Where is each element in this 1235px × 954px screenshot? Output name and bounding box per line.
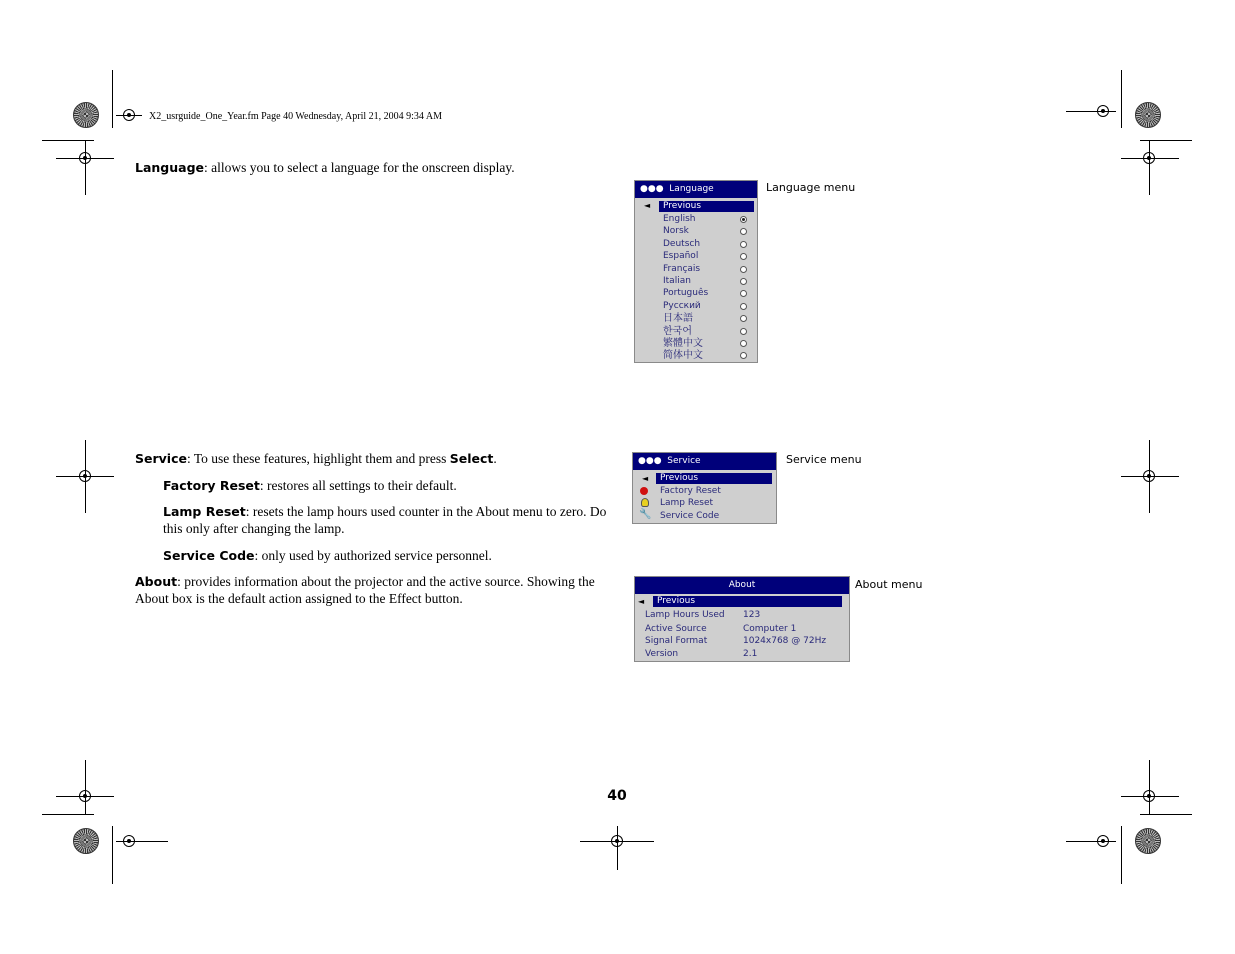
language-description — [135, 159, 595, 176]
radio-button-icon[interactable] — [740, 228, 747, 235]
menu-dots-icon: ●●● — [638, 456, 662, 466]
about-menu-previous[interactable]: Previous — [653, 596, 842, 607]
about-description — [135, 573, 605, 607]
language-option[interactable]: 日本語 — [663, 313, 693, 325]
color-rosette-icon — [73, 102, 99, 128]
lamp-reset-term: Lamp Reset — [163, 504, 246, 519]
language-option[interactable]: Italian — [663, 276, 691, 286]
radio-button-icon[interactable] — [740, 241, 747, 248]
registration-mark-icon — [123, 835, 135, 847]
radio-button-icon[interactable] — [740, 315, 747, 322]
language-term: Language — [135, 160, 205, 175]
radio-button-icon[interactable] — [740, 303, 747, 310]
color-rosette-icon — [1135, 828, 1161, 854]
service-menu-caption: Service menu — [786, 453, 862, 466]
color-rosette-icon — [1135, 102, 1161, 128]
language-option[interactable]: English — [663, 214, 696, 224]
registration-mark-icon — [123, 109, 135, 121]
lightbulb-icon — [641, 498, 649, 507]
service-menu-lamp-reset[interactable]: Lamp Reset — [660, 498, 714, 508]
about-row-label: Lamp Hours Used — [645, 610, 725, 620]
about-row-value: 2.1 — [743, 649, 758, 659]
color-rosette-icon — [73, 828, 99, 854]
radio-button-icon[interactable] — [740, 278, 747, 285]
back-arrow-icon: ◄ — [638, 597, 645, 606]
language-text: : allows you to select a language for the onscreen display. — [204, 160, 515, 175]
language-option[interactable]: Deutsch — [663, 238, 701, 249]
service-text-end: . — [493, 451, 497, 466]
service-code-text: : only used by authorized service personnel. — [254, 548, 492, 563]
registration-mark-icon — [1097, 835, 1109, 847]
page-header: X2_usrguide_One_Year.fm Page 40 Wednesday, April 21, 2004 9:34 AM — [149, 111, 442, 122]
service-term: Service — [135, 451, 187, 466]
service-description — [135, 450, 605, 467]
radio-button-icon[interactable] — [740, 340, 747, 347]
about-row-value: 123 — [743, 610, 761, 620]
registration-mark-icon — [1143, 470, 1155, 482]
service-menu-title-text: Service — [667, 456, 701, 466]
language-option[interactable]: 繁體中文 — [663, 338, 703, 349]
language-menu — [634, 180, 758, 363]
language-option[interactable]: Norsk — [663, 226, 689, 237]
service-text: : To use these features, highlight them and press — [186, 451, 450, 466]
language-option[interactable]: 한국어 — [663, 325, 692, 337]
lamp-reset-text: : resets the lamp hours used counter in the About menu to zero. Do this only after changing the lamp. — [163, 504, 607, 536]
about-term: About — [135, 574, 178, 589]
radio-button-icon[interactable] — [740, 216, 747, 223]
registration-mark-icon — [1143, 790, 1155, 802]
language-option[interactable]: Русский — [663, 300, 701, 311]
language-menu-title-text: Language — [669, 184, 714, 194]
about-row-label: Active Source — [645, 624, 707, 634]
about-menu-caption: About menu — [855, 578, 923, 591]
language-menu-previous[interactable]: Previous — [659, 201, 754, 212]
radio-button-icon[interactable] — [740, 266, 747, 273]
about-row-label: Signal Format — [645, 636, 708, 646]
language-option[interactable]: Português — [663, 288, 709, 299]
registration-mark-icon — [79, 470, 91, 482]
language-option[interactable]: Français — [663, 263, 701, 274]
service-code-description — [163, 547, 603, 564]
about-row-value: 1024x768 @ 72Hz — [743, 636, 827, 646]
wrench-icon: 🔧 — [639, 509, 652, 520]
about-row-label: Version — [645, 649, 679, 659]
reset-dot-icon — [640, 487, 648, 495]
service-menu-factory-reset[interactable]: Factory Reset — [660, 486, 721, 496]
about-row-value: Computer 1 — [743, 624, 797, 634]
language-option[interactable]: Español — [663, 251, 699, 262]
factory-reset-description — [163, 477, 603, 494]
about-text: : provides information about the projector and the active source. Showing the About box is the default action assigned to the Effect button. — [135, 574, 595, 606]
factory-reset-text: : restores all settings to their default. — [259, 478, 457, 493]
service-menu-previous[interactable]: Previous — [656, 473, 772, 484]
service-menu-service-code[interactable]: Service Code — [660, 511, 720, 521]
factory-reset-term: Factory Reset — [163, 478, 260, 493]
language-option[interactable]: 简体中文 — [663, 350, 703, 362]
back-arrow-icon: ◄ — [642, 474, 649, 483]
lamp-reset-description — [163, 503, 608, 537]
radio-button-icon[interactable] — [740, 328, 747, 335]
registration-mark-icon — [1143, 152, 1155, 164]
radio-button-icon[interactable] — [740, 290, 747, 297]
about-menu-title: About — [635, 577, 849, 594]
menu-dots-icon: ●●● — [640, 184, 664, 194]
back-arrow-icon: ◄ — [644, 201, 651, 210]
about-menu — [634, 576, 850, 662]
service-menu-title — [633, 453, 776, 470]
registration-mark-icon — [611, 835, 623, 847]
radio-button-icon[interactable] — [740, 253, 747, 260]
select-word: Select — [449, 451, 494, 466]
language-menu-caption: Language menu — [766, 181, 856, 194]
page-number: 40 — [607, 788, 627, 804]
language-menu-title — [635, 181, 757, 198]
registration-mark-icon — [1097, 105, 1109, 117]
registration-mark-icon — [79, 790, 91, 802]
service-code-term: Service Code — [163, 548, 255, 563]
service-menu — [632, 452, 777, 524]
radio-button-icon[interactable] — [740, 352, 747, 359]
registration-mark-icon — [79, 152, 91, 164]
